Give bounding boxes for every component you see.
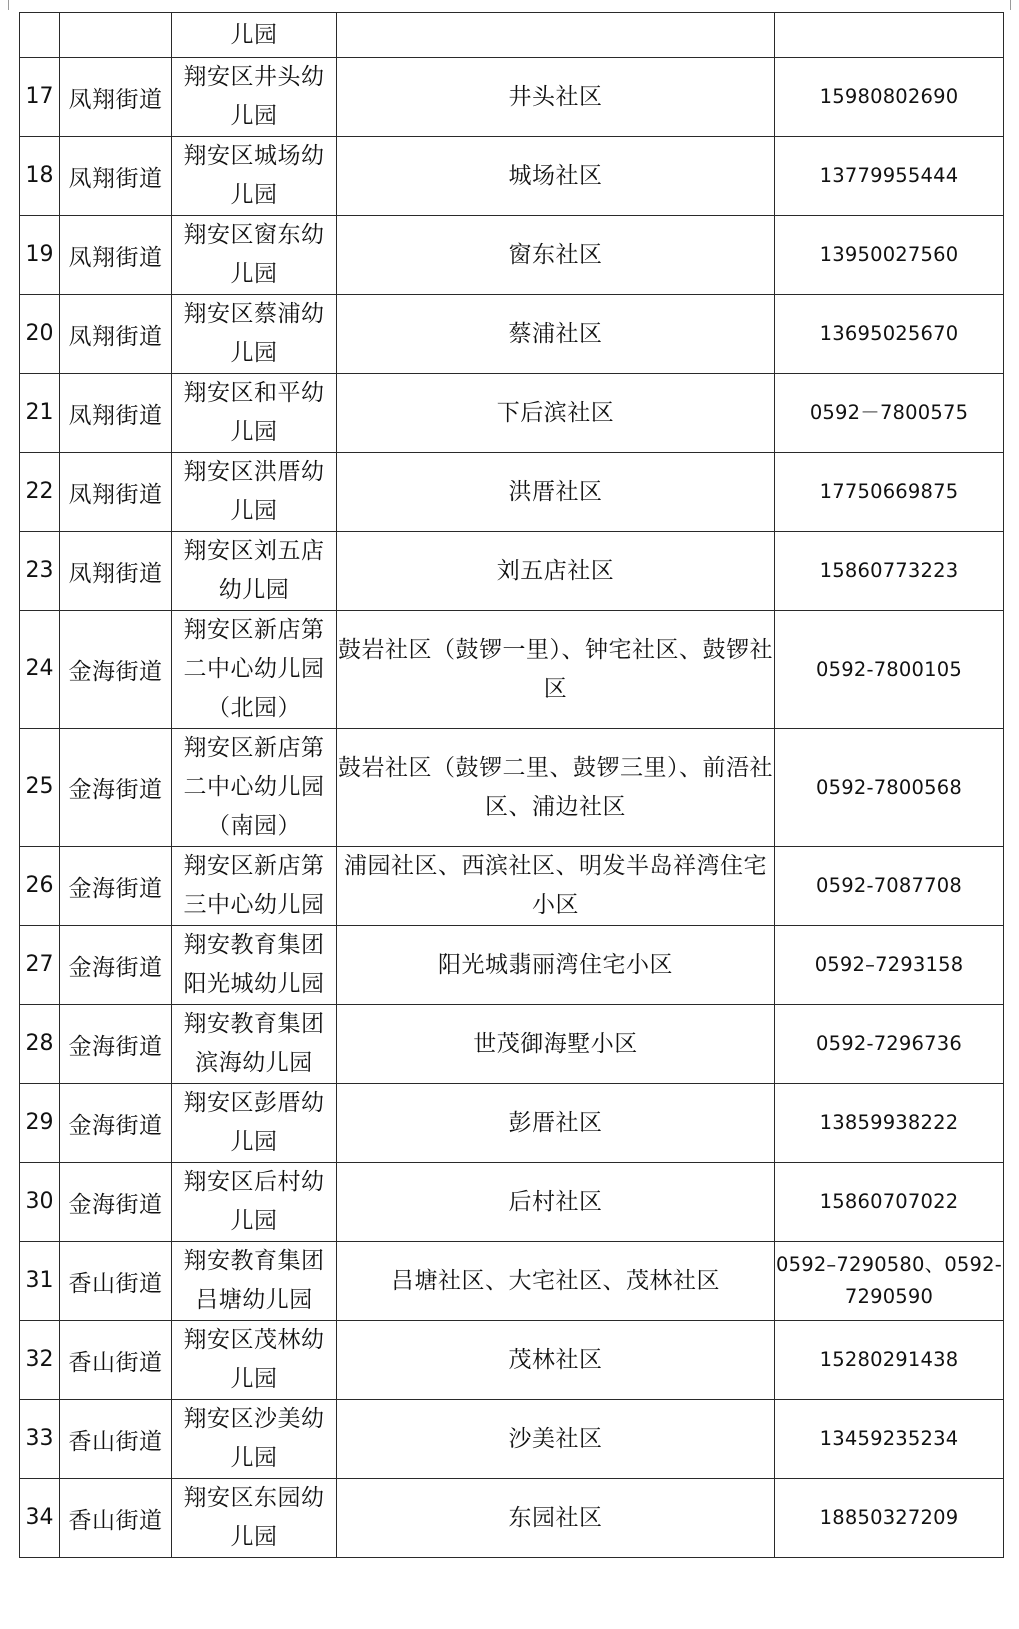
contact-phone-cell [775,13,1004,58]
kindergarten-name-cell: 翔安教育集团吕塘幼儿园 [172,1242,337,1321]
kindergarten-name-cell: 翔安区后村幼儿园 [172,1163,337,1242]
subdistrict-cell: 金海街道 [60,1163,172,1242]
kindergarten-name-cell: 翔安区刘五店幼儿园 [172,532,337,611]
row-number-cell: 31 [20,1242,60,1321]
row-number-cell: 23 [20,532,60,611]
contact-phone-cell: 17750669875 [775,453,1004,532]
enrollment-area-cell: 沙美社区 [337,1400,775,1479]
enrollment-area-cell: 浦园社区、西滨社区、明发半岛祥湾住宅小区 [337,847,775,926]
subdistrict-cell: 凤翔街道 [60,58,172,137]
table-row [20,926,1004,1005]
subdistrict-cell: 凤翔街道 [60,137,172,216]
kindergarten-name-cell: 翔安区窗东幼儿园 [172,216,337,295]
enrollment-area-cell: 鼓岩社区（鼓锣一里）、钟宅社区、鼓锣社区 [337,611,775,729]
contact-phone-cell: 0592-7800105 [775,611,1004,729]
kindergarten-enrollment-table [19,12,1004,1558]
kindergarten-name-cell: 翔安区城场幼儿园 [172,137,337,216]
kindergarten-name-cell: 儿园 [172,13,337,58]
subdistrict-cell: 香山街道 [60,1400,172,1479]
contact-phone-cell: 15980802690 [775,58,1004,137]
table-row [20,1321,1004,1400]
table-row [20,1005,1004,1084]
kindergarten-name-cell: 翔安区新店第二中心幼儿园（北园） [172,611,337,729]
subdistrict-cell: 金海街道 [60,1005,172,1084]
row-number-cell: 34 [20,1479,60,1558]
contact-phone-cell: 0592-7296736 [775,1005,1004,1084]
kindergarten-name-cell: 翔安区东园幼儿园 [172,1479,337,1558]
kindergarten-name-cell: 翔安教育集团阳光城幼儿园 [172,926,337,1005]
subdistrict-cell [60,13,172,58]
table-body [20,13,1004,1558]
enrollment-area-cell: 井头社区 [337,58,775,137]
row-number-cell: 20 [20,295,60,374]
row-number-cell: 29 [20,1084,60,1163]
page-corner-mark [8,0,9,10]
subdistrict-cell: 香山街道 [60,1321,172,1400]
subdistrict-cell: 香山街道 [60,1242,172,1321]
row-number-cell: 19 [20,216,60,295]
row-number-cell: 18 [20,137,60,216]
enrollment-area-cell [337,13,775,58]
row-number-cell: 25 [20,729,60,847]
row-number-cell: 26 [20,847,60,926]
page-corner-mark [1010,0,1011,10]
row-number-cell: 27 [20,926,60,1005]
enrollment-area-cell: 刘五店社区 [337,532,775,611]
table-row [20,295,1004,374]
enrollment-area-cell: 鼓岩社区（鼓锣二里、鼓锣三里）、前浯社区、浦边社区 [337,729,775,847]
table-row [20,374,1004,453]
row-number-cell [20,13,60,58]
contact-phone-cell: 13459235234 [775,1400,1004,1479]
table-row [20,137,1004,216]
contact-phone-cell: 0592–7290580、0592-7290590 [775,1242,1004,1321]
row-number-cell: 28 [20,1005,60,1084]
enrollment-area-cell: 后村社区 [337,1163,775,1242]
table-row [20,1479,1004,1558]
kindergarten-name-cell: 翔安区和平幼儿园 [172,374,337,453]
contact-phone-cell: 18850327209 [775,1479,1004,1558]
kindergarten-name-cell: 翔安区新店第三中心幼儿园 [172,847,337,926]
row-number-cell: 32 [20,1321,60,1400]
enrollment-area-cell: 蔡浦社区 [337,295,775,374]
subdistrict-cell: 香山街道 [60,1479,172,1558]
kindergarten-name-cell: 翔安区新店第二中心幼儿园（南园） [172,729,337,847]
contact-phone-cell: 13695025670 [775,295,1004,374]
row-number-cell: 33 [20,1400,60,1479]
kindergarten-name-cell: 翔安区蔡浦幼儿园 [172,295,337,374]
row-number-cell: 21 [20,374,60,453]
table-row [20,532,1004,611]
table-row [20,1163,1004,1242]
table-row [20,58,1004,137]
enrollment-area-cell: 彭厝社区 [337,1084,775,1163]
table-row [20,1400,1004,1479]
contact-phone-cell: 15860707022 [775,1163,1004,1242]
subdistrict-cell: 凤翔街道 [60,216,172,295]
enrollment-area-cell: 世茂御海墅小区 [337,1005,775,1084]
enrollment-area-cell: 茂林社区 [337,1321,775,1400]
subdistrict-cell: 金海街道 [60,729,172,847]
table-row [20,216,1004,295]
row-number-cell: 30 [20,1163,60,1242]
contact-phone-cell: 0592-7800568 [775,729,1004,847]
enrollment-area-cell: 下后滨社区 [337,374,775,453]
subdistrict-cell: 凤翔街道 [60,532,172,611]
subdistrict-cell: 凤翔街道 [60,374,172,453]
table-row [20,729,1004,847]
contact-phone-cell: 15280291438 [775,1321,1004,1400]
row-number-cell: 24 [20,611,60,729]
enrollment-area-cell: 窗东社区 [337,216,775,295]
row-number-cell: 17 [20,58,60,137]
table-row [20,611,1004,729]
kindergarten-name-cell: 翔安区茂林幼儿园 [172,1321,337,1400]
contact-phone-cell: 13950027560 [775,216,1004,295]
kindergarten-name-cell: 翔安区井头幼儿园 [172,58,337,137]
contact-phone-cell: 13779955444 [775,137,1004,216]
kindergarten-name-cell: 翔安区彭厝幼儿园 [172,1084,337,1163]
table-row [20,847,1004,926]
enrollment-area-cell: 城场社区 [337,137,775,216]
contact-phone-cell: 0592–7293158 [775,926,1004,1005]
table-row [20,453,1004,532]
kindergarten-name-cell: 翔安区沙美幼儿园 [172,1400,337,1479]
contact-phone-cell: 15860773223 [775,532,1004,611]
enrollment-area-cell: 阳光城翡丽湾住宅小区 [337,926,775,1005]
kindergarten-name-cell: 翔安教育集团滨海幼儿园 [172,1005,337,1084]
enrollment-area-cell: 吕塘社区、大宅社区、茂林社区 [337,1242,775,1321]
table-row [20,1242,1004,1321]
subdistrict-cell: 金海街道 [60,611,172,729]
enrollment-area-cell: 洪厝社区 [337,453,775,532]
row-number-cell: 22 [20,453,60,532]
contact-phone-cell: 0592-7087708 [775,847,1004,926]
subdistrict-cell: 金海街道 [60,1084,172,1163]
subdistrict-cell: 凤翔街道 [60,453,172,532]
subdistrict-cell: 金海街道 [60,847,172,926]
contact-phone-cell: 13859938222 [775,1084,1004,1163]
enrollment-area-cell: 东园社区 [337,1479,775,1558]
subdistrict-cell: 金海街道 [60,926,172,1005]
table-row [20,13,1004,58]
contact-phone-cell: 0592－7800575 [775,374,1004,453]
subdistrict-cell: 凤翔街道 [60,295,172,374]
table-row [20,1084,1004,1163]
kindergarten-name-cell: 翔安区洪厝幼儿园 [172,453,337,532]
